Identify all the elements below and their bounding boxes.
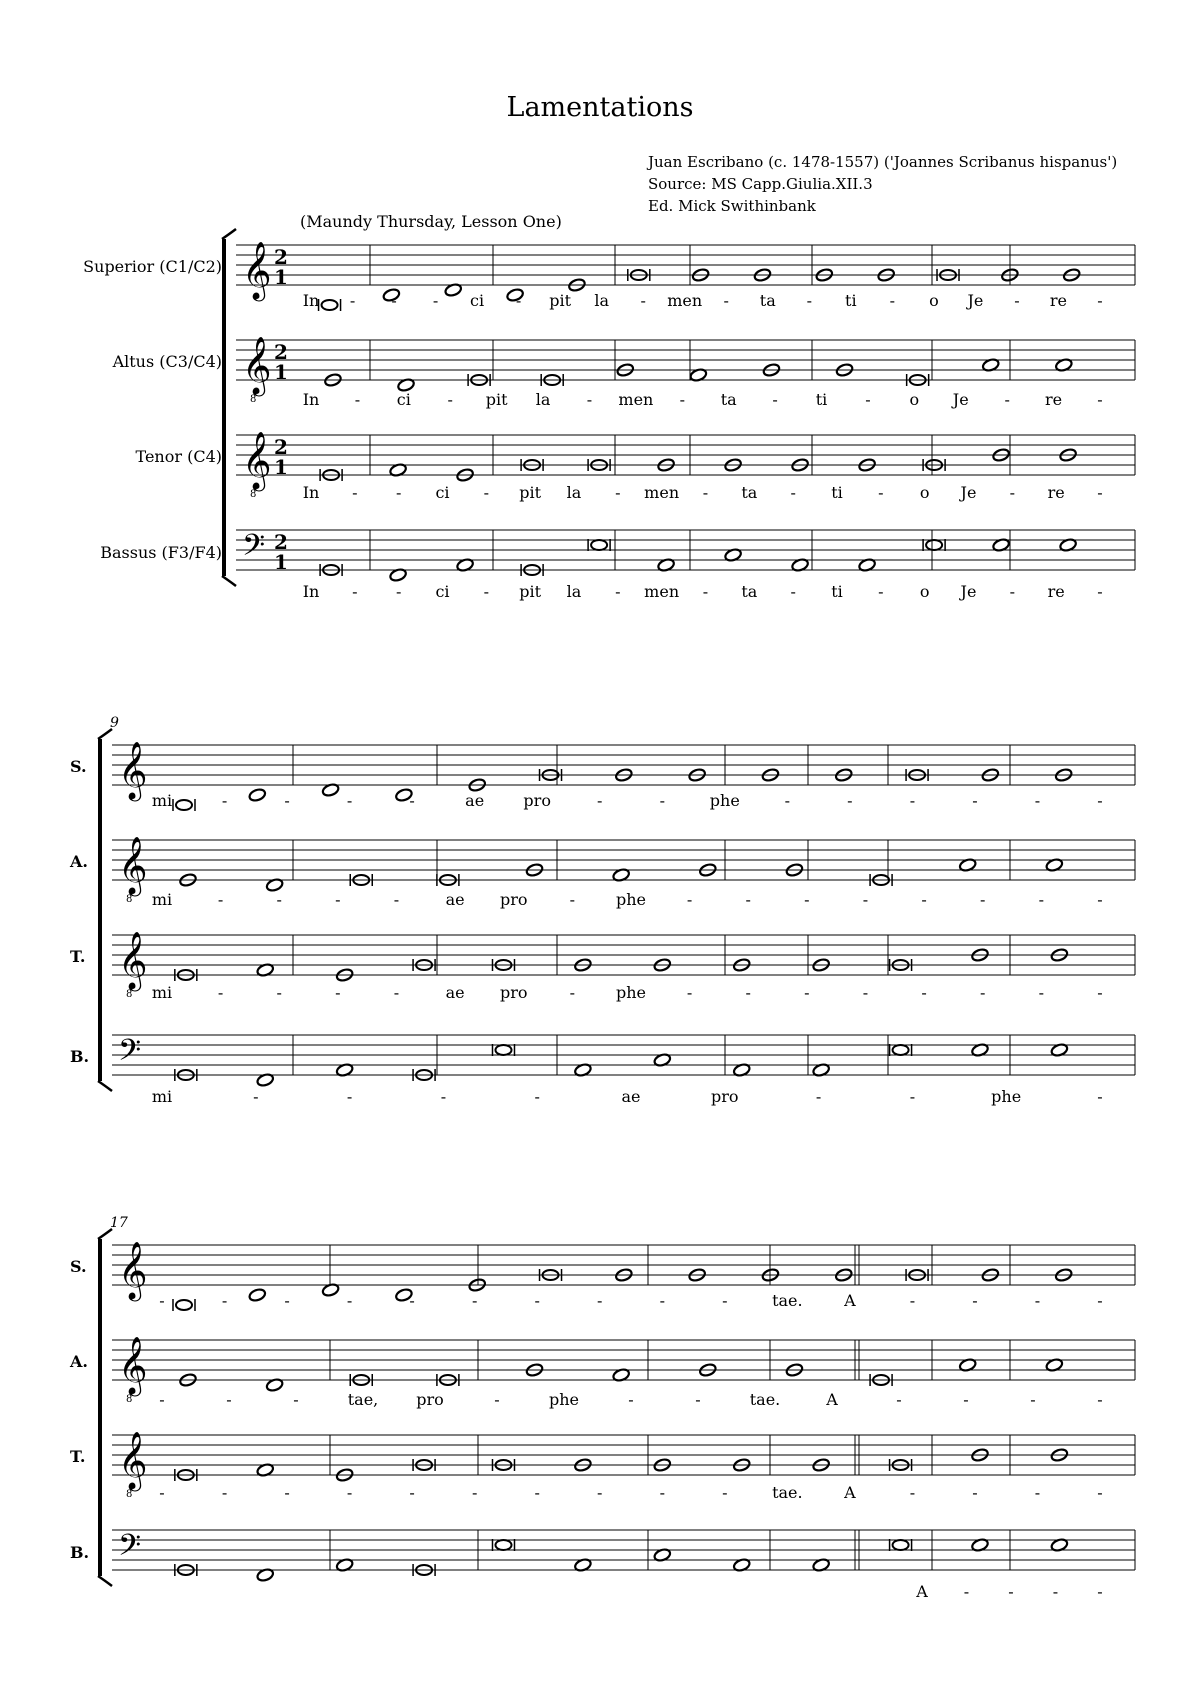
lyric-hyphen: - [972,791,978,810]
lyric-hyphen: - [276,983,282,1002]
lyric-syllable: ae [445,983,465,1002]
lyric-syllable: mi [151,791,173,810]
lyric-syllable: mi [151,1087,173,1106]
breve-note [591,540,607,550]
lyric-syllable: A [844,1483,856,1502]
lyric-syllable: ae [621,1087,641,1106]
lyric-hyphen: - [772,390,778,409]
bass-clef-icon: 𝄢 [118,1529,142,1570]
lyric-hyphen: - [483,582,490,601]
voice-label-superior: Superior (C1/C2) [83,257,222,276]
lyric-hyphen: - [909,1087,916,1106]
lyric-syllable: o [919,582,930,601]
octave-8-marker: 8 [250,394,257,405]
octave-8-marker: 8 [126,989,133,1000]
treble-clef-icon: 𝄞 [118,1431,148,1489]
lyric-hyphen: - [878,582,884,601]
lyric-hyphen: - [284,791,290,810]
treble-clef-icon: 𝄞 [118,1336,148,1394]
voice-abbr-altus: A. [70,1352,88,1371]
lyric-syllable: la [535,390,551,409]
lyric-hyphen: - [804,890,810,909]
lyric-hyphen: - [1097,390,1103,409]
lyric-hyphen: - [1097,791,1103,810]
lyric-syllable: pro [416,1390,444,1409]
lyric-hyphen: - [346,791,353,810]
lyric-hyphen: - [1034,1291,1041,1310]
lyric-syllable: re [1047,483,1065,502]
lyric-hyphen: - [889,291,896,310]
time-signature-top: 2 [274,530,288,554]
lyric-hyphen: - [253,1087,259,1106]
lyric-hyphen: - [1038,983,1045,1002]
lyric-syllable: pit [519,483,542,502]
lyric-hyphen: - [1004,390,1010,409]
lyric-hyphen: - [534,1483,540,1502]
breve-note [176,1300,192,1310]
lyric-syllable: ti [815,390,828,409]
lyric-hyphen: - [569,983,576,1002]
lyric-hyphen: - [1097,983,1103,1002]
lyric-syllable: ti [845,291,857,310]
lyric-hyphen: - [806,291,813,310]
voice-label-tenor: Tenor (C4) [135,447,222,466]
page-title: Lamentations [506,92,694,123]
lyric-syllable: la [566,483,582,502]
lyric-hyphen: - [963,1390,969,1409]
lyric-hyphen: - [1097,582,1103,601]
lyric-hyphen: - [276,890,282,909]
bass-clef-icon: 𝄢 [118,1034,142,1075]
lyric-hyphen: - [865,390,871,409]
time-signature-bottom: 1 [274,455,288,479]
lyric-hyphen: - [1097,1483,1103,1502]
voice-label-bassus: Bassus (F3/F4) [100,543,222,562]
lyric-hyphen: - [847,791,853,810]
lyric-syllable: ae [445,890,465,909]
lyric-syllable: mi [151,890,173,909]
lyric-hyphen: - [346,1087,353,1106]
lyric-syllable: ae [465,791,485,810]
lyric-hyphen: - [702,582,709,601]
lyric-hyphen: - [702,483,709,502]
lyric-syllable: phe [615,983,647,1002]
lyric-syllable: la [566,582,582,601]
lyric-hyphen: - [921,983,927,1002]
lyric-syllable: men [618,390,654,409]
treble-clef-icon: 𝄞 [242,431,272,489]
lyric-hyphen: - [335,983,341,1002]
lyric-syllable: phe [615,890,647,909]
treble-clef-icon: 𝄞 [118,741,148,799]
lyric-hyphen: - [409,791,415,810]
breve-note [495,1045,511,1055]
lyric-syllable: o [929,291,939,310]
lyric-syllable: ti [831,582,843,601]
lyric-syllable: pit [519,582,542,601]
lyric-syllable: Je [960,483,977,502]
treble-clef-icon: 𝄞 [118,836,148,894]
lyric-hyphen: - [393,983,400,1002]
lyric-hyphen: - [972,1483,978,1502]
lyric-hyphen: - [534,1291,540,1310]
lyric-hyphen: - [896,1390,902,1409]
lyric-hyphen: - [221,1291,228,1310]
lyric-syllable: ta [741,582,758,601]
voice-abbr-bassus: B. [70,1047,90,1066]
lyric-hyphen: - [790,582,796,601]
lyric-syllable: re [1047,582,1065,601]
lyric-hyphen: - [159,1291,165,1310]
lyric-hyphen: - [686,983,693,1002]
bracket-hook [222,576,236,586]
lyric-hyphen: - [395,582,402,601]
time-signature-bottom: 1 [274,550,288,574]
lyric-hyphen: - [1009,483,1016,502]
lyric-syllable: men [644,483,680,502]
lyric-syllable: o [909,390,920,409]
bracket-hook [222,229,236,239]
lyric-syllable: mi [151,983,173,1002]
lyric-hyphen: - [494,1390,500,1409]
lyric-hyphen: - [909,1483,916,1502]
lyric-hyphen: - [1038,890,1045,909]
lyric-hyphen: - [1052,1582,1059,1601]
lyric-hyphen: - [226,1390,232,1409]
lyric-hyphen: - [659,1483,665,1502]
lyric-hyphen: - [659,791,665,810]
bracket-hook [98,729,112,739]
breve-note [176,800,192,810]
lyric-hyphen: - [432,291,439,310]
lyric-hyphen: - [352,483,358,502]
lyric-hyphen: - [221,1483,228,1502]
lyric-hyphen: - [804,983,810,1002]
voice-abbr-superior: S. [70,757,87,776]
lyric-hyphen: - [615,582,621,601]
lyric-hyphen: - [354,390,361,409]
lyric-syllable: ci [396,390,411,409]
lyric-hyphen: - [597,1291,603,1310]
lyric-hyphen: - [483,483,490,502]
time-signature-top: 2 [274,435,288,459]
lyric-hyphen: - [1034,1483,1041,1502]
lyric-hyphen: - [723,291,729,310]
lyric-syllable: ta [759,291,776,310]
lyric-syllable: In [302,483,320,502]
lyric-hyphen: - [679,390,685,409]
lyric-hyphen: - [1097,1390,1103,1409]
lyric-hyphen: - [159,1390,165,1409]
lyric-hyphen: - [784,791,791,810]
octave-8-marker: 8 [126,1394,133,1405]
whole-note [248,1288,266,1303]
whole-note [248,788,266,803]
time-signature-bottom: 1 [274,360,288,384]
voice-abbr-tenor: T. [70,947,86,966]
bracket-hook [98,1229,112,1239]
lyric-syllable: tae. [749,1390,781,1409]
time-signature-bottom: 1 [274,265,288,289]
lyric-hyphen: - [980,890,986,909]
lyric-hyphen: - [963,1582,970,1601]
lesson-subtitle: (Maundy Thursday, Lesson One) [300,212,562,231]
source-credit: Source: MS Capp.Giulia.XII.3 [648,175,873,193]
voice-abbr-superior: S. [70,1257,87,1276]
lyric-hyphen: - [695,1390,701,1409]
lyric-syllable: ci [470,291,485,310]
lyric-hyphen: - [862,890,869,909]
lyric-hyphen: - [1097,483,1103,502]
lyric-hyphen: - [1097,1291,1103,1310]
lyric-syllable: In [302,582,320,601]
editor-credit: Ed. Mick Swithinbank [648,197,816,215]
lyric-hyphen: - [293,1390,299,1409]
treble-clef-icon: 𝄞 [242,241,272,299]
voice-abbr-altus: A. [70,852,88,871]
bracket-hook [98,1576,112,1586]
lyric-syllable: pro [523,791,551,810]
lyric-syllable: A [844,1291,856,1310]
lyric-hyphen: - [972,1291,978,1310]
lyric-hyphen: - [1009,582,1016,601]
voice-label-altus: Altus (C3/C4) [112,352,222,371]
time-signature-top: 2 [274,245,288,269]
lyric-hyphen: - [352,582,358,601]
lyric-hyphen: - [159,1483,165,1502]
lyric-syllable: Je [960,582,977,601]
lyric-hyphen: - [335,890,341,909]
time-signature-top: 2 [274,340,288,364]
lyric-hyphen: - [395,483,402,502]
breve-note [893,1045,909,1055]
lyric-hyphen: - [284,1291,290,1310]
lyric-syllable: ci [435,582,450,601]
lyric-hyphen: - [909,1291,916,1310]
lyric-syllable: pro [711,1087,739,1106]
lyric-hyphen: - [597,791,603,810]
treble-clef-icon: 𝄞 [118,931,148,989]
octave-8-marker: 8 [250,489,257,500]
lyric-syllable: phe [548,1390,580,1409]
lyric-syllable: re [1045,390,1063,409]
lyric-hyphen: - [284,1483,290,1502]
lyric-syllable: Je [967,291,984,310]
lyric-syllable: A [916,1582,928,1601]
lyric-hyphen: - [471,1483,478,1502]
lyric-hyphen: - [1097,890,1103,909]
lyric-syllable: o [919,483,930,502]
lyric-hyphen: - [569,890,576,909]
lyric-hyphen: - [862,983,869,1002]
bass-clef-icon: 𝄢 [242,529,266,570]
lyric-syllable: phe [991,1087,1022,1106]
octave-8-marker: 8 [126,1489,133,1500]
lyric-hyphen: - [1008,1582,1014,1601]
measure-number: 17 [110,1215,128,1231]
breve-note [495,1540,511,1550]
lyric-hyphen: - [1097,1582,1103,1601]
lyric-syllable: phe [709,791,740,810]
lyric-hyphen: - [217,890,224,909]
lyric-hyphen: - [534,1087,540,1106]
lyric-syllable: pit [549,291,572,310]
lyric-syllable: Je [952,390,969,409]
lyric-hyphen: - [980,983,986,1002]
lyric-hyphen: - [217,983,224,1002]
lyric-syllable: In [302,291,320,310]
octave-8-marker: 8 [126,894,133,905]
treble-clef-icon: 𝄞 [118,1241,148,1299]
lyric-syllable: pro [499,983,528,1002]
lyric-hyphen: - [391,291,397,310]
lyric-syllable: tae. [772,1483,803,1502]
lyric-syllable: men [644,582,680,601]
lyric-hyphen: - [409,1483,415,1502]
lyric-hyphen: - [722,1483,728,1502]
lyric-hyphen: - [586,390,593,409]
lyric-syllable: tae, [347,1390,379,1409]
lyric-hyphen: - [659,1291,665,1310]
lyric-hyphen: - [1097,1087,1103,1106]
lyric-hyphen: - [597,1483,603,1502]
lyric-hyphen: - [1034,791,1041,810]
lyric-hyphen: - [346,1483,353,1502]
lyric-hyphen: - [790,483,796,502]
lyric-hyphen: - [221,791,228,810]
measure-number: 9 [110,715,119,731]
lyric-hyphen: - [745,890,751,909]
lyric-hyphen: - [628,1390,634,1409]
lyric-hyphen: - [722,1291,728,1310]
lyric-syllable: ci [435,483,450,502]
lyric-syllable: A [826,1390,838,1409]
lyric-hyphen: - [515,291,522,310]
lyric-syllable: ta [720,390,737,409]
lyric-hyphen: - [349,291,356,310]
lyric-hyphen: - [815,1087,822,1106]
lyric-hyphen: - [447,390,453,409]
lyric-syllable: ta [741,483,758,502]
bracket-hook [98,1081,112,1091]
breve-note [893,1540,909,1550]
lyric-hyphen: - [909,791,916,810]
lyric-hyphen: - [615,483,621,502]
lyric-hyphen: - [440,1087,447,1106]
lyric-hyphen: - [1030,1390,1036,1409]
lyric-syllable: In [302,390,320,409]
lyric-syllable: pro [499,890,528,909]
voice-abbr-bassus: B. [70,1543,90,1562]
lyric-syllable: la [594,291,609,310]
lyric-hyphen: - [1097,291,1103,310]
composer-credit: Juan Escribano (c. 1478-1557) ('Joannes Scribanus hispanus') [648,153,1118,171]
lyric-hyphen: - [409,1291,415,1310]
lyric-hyphen: - [686,890,693,909]
lyric-syllable: ti [831,483,843,502]
breve-note [926,540,942,550]
voice-abbr-tenor: T. [70,1447,86,1466]
treble-clef-icon: 𝄞 [242,336,272,394]
lyric-syllable: men [667,291,703,310]
lyric-hyphen: - [878,483,884,502]
lyric-hyphen: - [393,890,400,909]
lyric-hyphen: - [1014,291,1020,310]
lyric-syllable: pit [485,390,508,409]
lyric-syllable: tae. [772,1291,803,1310]
lyric-hyphen: - [745,983,751,1002]
lyric-hyphen: - [471,1291,478,1310]
lyric-syllable: re [1049,291,1068,310]
lyric-hyphen: - [921,890,927,909]
lyric-hyphen: - [640,291,646,310]
breve-note [322,300,338,310]
lyric-hyphen: - [346,1291,353,1310]
